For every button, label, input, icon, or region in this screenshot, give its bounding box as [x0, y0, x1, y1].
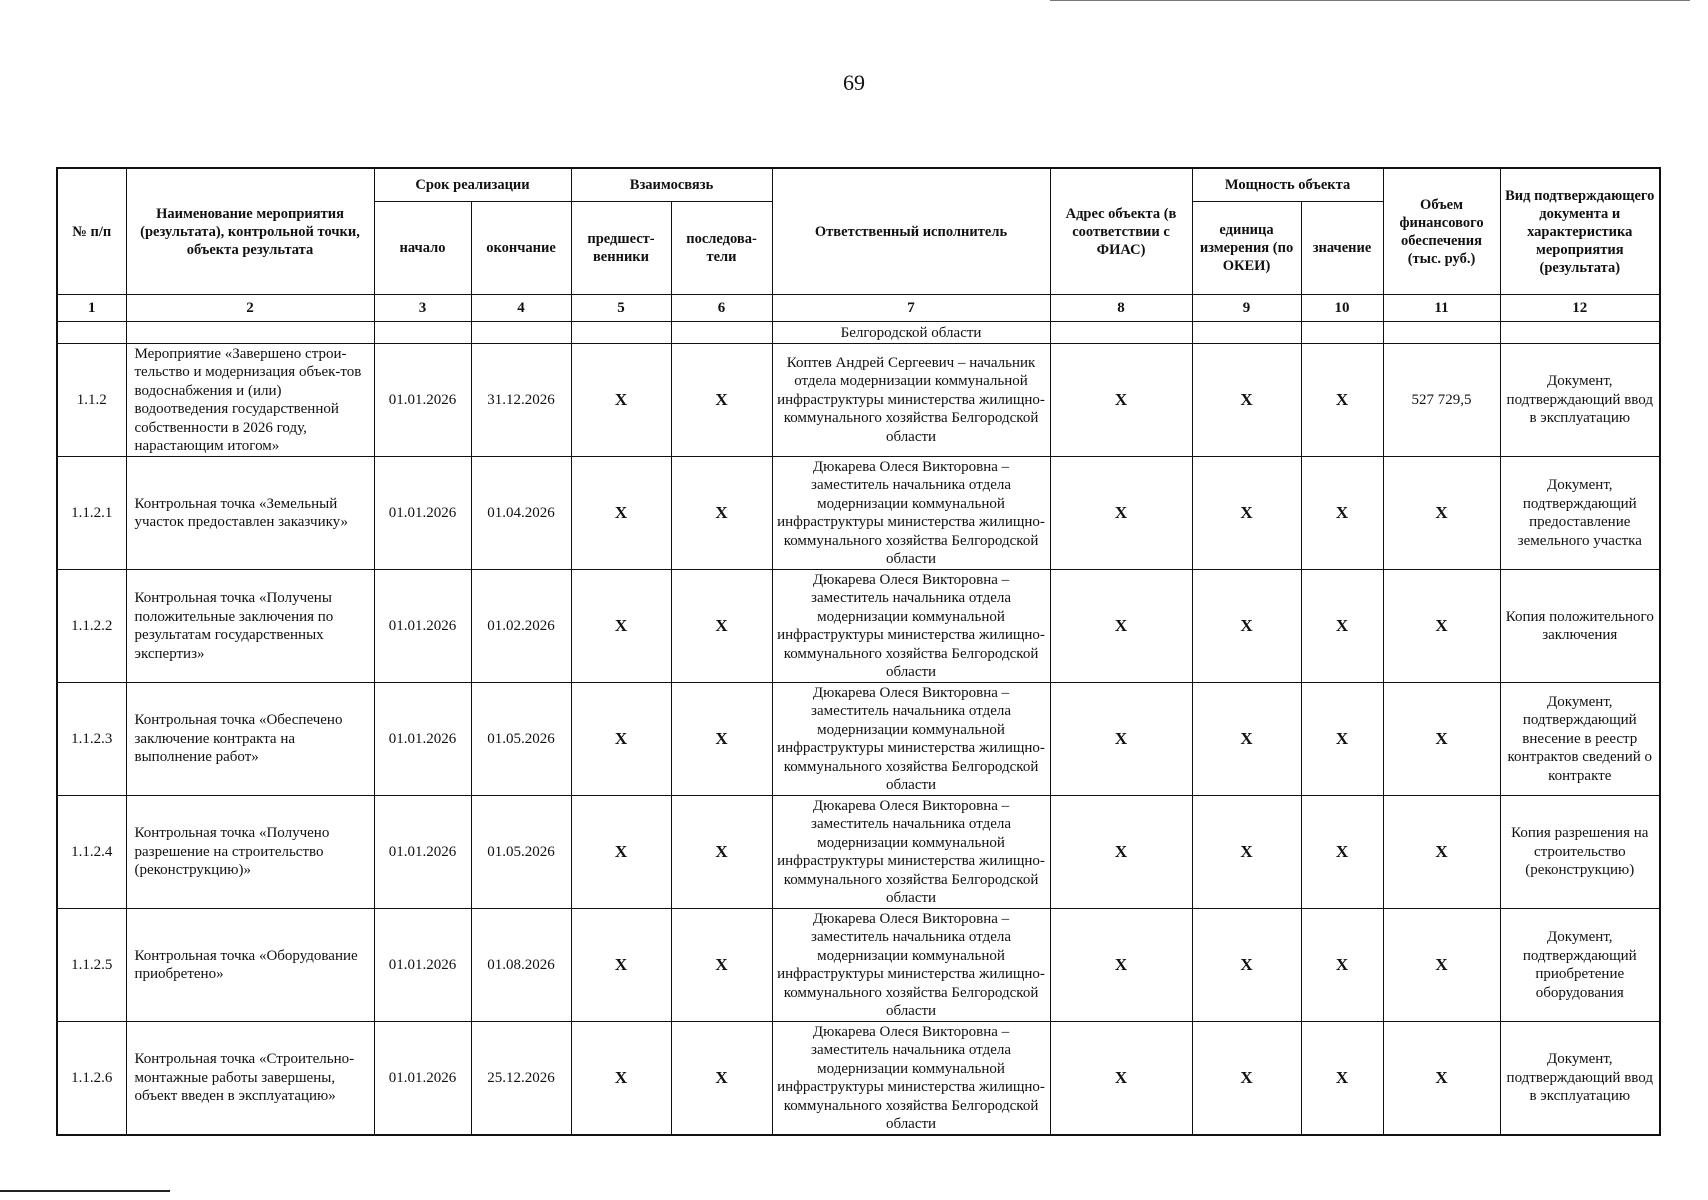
- row-successors: X: [671, 570, 772, 683]
- column-number: 3: [374, 295, 471, 322]
- row-start-date: 01.01.2026: [374, 1022, 471, 1136]
- row-executor: Дюкарева Олеся Викторовна – заместитель начальника отдела модернизации коммунальной инфраструктуры министерства жилищно-коммунального хозяйства Белгородской области: [772, 909, 1050, 1022]
- row-name: Контрольная точка «Строительно-монтажные работы завершены, объект введен в эксплуатацию»: [126, 1022, 374, 1136]
- column-number: 11: [1383, 295, 1500, 322]
- row-start-date: 01.01.2026: [374, 909, 471, 1022]
- column-number: 9: [1192, 295, 1301, 322]
- row-power-value: X: [1301, 1022, 1383, 1136]
- row-address: X: [1050, 1022, 1192, 1136]
- header-address: Адрес объекта (в соответствии с ФИАС): [1050, 168, 1192, 295]
- row-end-date: 01.02.2026: [471, 570, 571, 683]
- row-power-value: X: [1301, 683, 1383, 796]
- row-successors: X: [671, 683, 772, 796]
- row-finance: X: [1383, 796, 1500, 909]
- row-number: 1.1.2: [57, 344, 126, 457]
- row-address: X: [1050, 457, 1192, 570]
- row-name: Контрольная точка «Получены положительные заключения по результатам государственных экспертиз»: [126, 570, 374, 683]
- row-address: X: [1050, 683, 1192, 796]
- row-executor: Дюкарева Олеся Викторовна – заместитель начальника отдела модернизации коммунальной инфраструктуры министерства жилищно-коммунального хозяйства Белгородской области: [772, 570, 1050, 683]
- empty-cell: [126, 322, 374, 344]
- column-number: 5: [571, 295, 671, 322]
- empty-cell: [571, 322, 671, 344]
- row-number: 1.1.2.4: [57, 796, 126, 909]
- row-number: 1.1.2.5: [57, 909, 126, 1022]
- empty-cell: [1500, 322, 1660, 344]
- row-successors: X: [671, 1022, 772, 1136]
- empty-cell: [1050, 322, 1192, 344]
- row-successors: X: [671, 909, 772, 1022]
- header-term-group: Срок реализации: [374, 168, 571, 202]
- header-link-succ: последова-тели: [671, 202, 772, 295]
- row-successors: X: [671, 457, 772, 570]
- row-number: 1.1.2.6: [57, 1022, 126, 1136]
- row-power-value: X: [1301, 344, 1383, 457]
- scan-edge-line: [0, 1190, 170, 1192]
- page-number: 69: [843, 70, 865, 95]
- row-predecessors: X: [571, 796, 671, 909]
- row-name: Мероприятие «Завершено строи-тельство и модернизация объек-тов водоснабжения и (или) водоотведения государственной собственности в 2026 году, нарастающим итогом»: [126, 344, 374, 457]
- row-number: 1.1.2.1: [57, 457, 126, 570]
- row-power-value: X: [1301, 796, 1383, 909]
- row-end-date: 01.05.2026: [471, 796, 571, 909]
- row-address: X: [1050, 796, 1192, 909]
- row-start-date: 01.01.2026: [374, 570, 471, 683]
- row-power-unit: X: [1192, 909, 1301, 1022]
- row-executor: Дюкарева Олеся Викторовна – заместитель начальника отдела модернизации коммунальной инфраструктуры министерства жилищно-коммунального хозяйства Белгородской области: [772, 1022, 1050, 1136]
- row-finance: X: [1383, 457, 1500, 570]
- row-power-value: X: [1301, 457, 1383, 570]
- row-document: Документ, подтверждающий внесение в реестр контрактов сведений о контракте: [1500, 683, 1660, 796]
- row-name: Контрольная точка «Земельный участок предоставлен заказчику»: [126, 457, 374, 570]
- table-row: [57, 909, 1660, 1022]
- row-end-date: 01.05.2026: [471, 683, 571, 796]
- header-power-value: значение: [1301, 202, 1383, 295]
- row-predecessors: X: [571, 1022, 671, 1136]
- row-end-date: 31.12.2026: [471, 344, 571, 457]
- header-term-end: окончание: [471, 202, 571, 295]
- row-document: Копия разрешения на строительство (реконструкцию): [1500, 796, 1660, 909]
- row-power-unit: X: [1192, 1022, 1301, 1136]
- row-predecessors: X: [571, 457, 671, 570]
- header-finance: Объем финансового обеспечения (тыс. руб.): [1383, 168, 1500, 295]
- row-number: 1.1.2.2: [57, 570, 126, 683]
- column-number: 10: [1301, 295, 1383, 322]
- header-num: № п/п: [57, 168, 126, 295]
- row-finance: 527 729,5: [1383, 344, 1500, 457]
- row-executor: Дюкарева Олеся Викторовна – заместитель начальника отдела модернизации коммунальной инфраструктуры министерства жилищно-коммунального хозяйства Белгородской области: [772, 457, 1050, 570]
- empty-cell: [57, 322, 126, 344]
- scan-edge-line: [1050, 0, 1690, 1]
- plan-table: [56, 167, 1661, 1136]
- row-document: Копия положительного заключения: [1500, 570, 1660, 683]
- header-link-pred: предшест-венники: [571, 202, 671, 295]
- row-end-date: 01.04.2026: [471, 457, 571, 570]
- row-document: Документ, подтверждающий предоставление земельного участка: [1500, 457, 1660, 570]
- row-name: Контрольная точка «Обеспечено заключение контракта на выполнение работ»: [126, 683, 374, 796]
- row-power-unit: X: [1192, 683, 1301, 796]
- row-power-unit: X: [1192, 457, 1301, 570]
- row-finance: X: [1383, 570, 1500, 683]
- table-row: [57, 457, 1660, 570]
- column-number: 12: [1500, 295, 1660, 322]
- table-row: [57, 344, 1660, 457]
- header-name: Наименование мероприятия (результата), контрольной точки, объекта результата: [126, 168, 374, 295]
- continuation-text: Белгородской области: [772, 322, 1050, 344]
- row-power-value: X: [1301, 909, 1383, 1022]
- row-executor: Дюкарева Олеся Викторовна – заместитель начальника отдела модернизации коммунальной инфраструктуры министерства жилищно-коммунального хозяйства Белгородской области: [772, 683, 1050, 796]
- header-power-group: Мощность объекта: [1192, 168, 1383, 202]
- empty-cell: [471, 322, 571, 344]
- row-power-unit: X: [1192, 796, 1301, 909]
- row-start-date: 01.01.2026: [374, 683, 471, 796]
- row-predecessors: X: [571, 570, 671, 683]
- row-finance: X: [1383, 683, 1500, 796]
- column-number: 7: [772, 295, 1050, 322]
- row-end-date: 01.08.2026: [471, 909, 571, 1022]
- row-document: Документ, подтверждающий приобретение оборудования: [1500, 909, 1660, 1022]
- header-executor: Ответственный исполнитель: [772, 168, 1050, 295]
- row-predecessors: X: [571, 909, 671, 1022]
- table-row: [57, 796, 1660, 909]
- row-power-value: X: [1301, 570, 1383, 683]
- row-executor: Дюкарева Олеся Викторовна – заместитель начальника отдела модернизации коммунальной инфраструктуры министерства жилищно-коммунального хозяйства Белгородской области: [772, 796, 1050, 909]
- row-name: Контрольная точка «Получено разрешение на строительство (реконструкцию)»: [126, 796, 374, 909]
- header-term-start: начало: [374, 202, 471, 295]
- continuation-row: [57, 322, 1660, 344]
- row-number: 1.1.2.3: [57, 683, 126, 796]
- row-address: X: [1050, 909, 1192, 1022]
- row-start-date: 01.01.2026: [374, 796, 471, 909]
- column-number: 4: [471, 295, 571, 322]
- column-number: 6: [671, 295, 772, 322]
- row-document: Документ, подтверждающий ввод в эксплуатацию: [1500, 1022, 1660, 1136]
- row-name: Контрольная точка «Оборудование приобретено»: [126, 909, 374, 1022]
- row-predecessors: X: [571, 683, 671, 796]
- table-row: [57, 570, 1660, 683]
- row-document: Документ, подтверждающий ввод в эксплуатацию: [1500, 344, 1660, 457]
- row-finance: X: [1383, 909, 1500, 1022]
- column-number: 8: [1050, 295, 1192, 322]
- empty-cell: [1383, 322, 1500, 344]
- column-number: 1: [57, 295, 126, 322]
- empty-cell: [374, 322, 471, 344]
- header-link-group: Взаимосвязь: [571, 168, 772, 202]
- row-address: X: [1050, 570, 1192, 683]
- row-finance: X: [1383, 1022, 1500, 1136]
- row-predecessors: X: [571, 344, 671, 457]
- header-power-unit: единица измерения (по ОКЕИ): [1192, 202, 1301, 295]
- row-start-date: 01.01.2026: [374, 344, 471, 457]
- row-power-unit: X: [1192, 570, 1301, 683]
- empty-cell: [1192, 322, 1301, 344]
- row-start-date: 01.01.2026: [374, 457, 471, 570]
- row-successors: X: [671, 796, 772, 909]
- row-successors: X: [671, 344, 772, 457]
- empty-cell: [1301, 322, 1383, 344]
- row-address: X: [1050, 344, 1192, 457]
- table-row: [57, 1022, 1660, 1136]
- table-row: [57, 683, 1660, 796]
- row-executor: Коптев Андрей Сергеевич – начальник отдела модернизации коммунальной инфраструктуры министерства жилищно-коммунального хозяйства Белгородской области: [772, 344, 1050, 457]
- column-number: 2: [126, 295, 374, 322]
- header-doc: Вид подтверждающего документа и характеристика мероприятия (результата): [1500, 168, 1660, 295]
- empty-cell: [671, 322, 772, 344]
- row-end-date: 25.12.2026: [471, 1022, 571, 1136]
- row-power-unit: X: [1192, 344, 1301, 457]
